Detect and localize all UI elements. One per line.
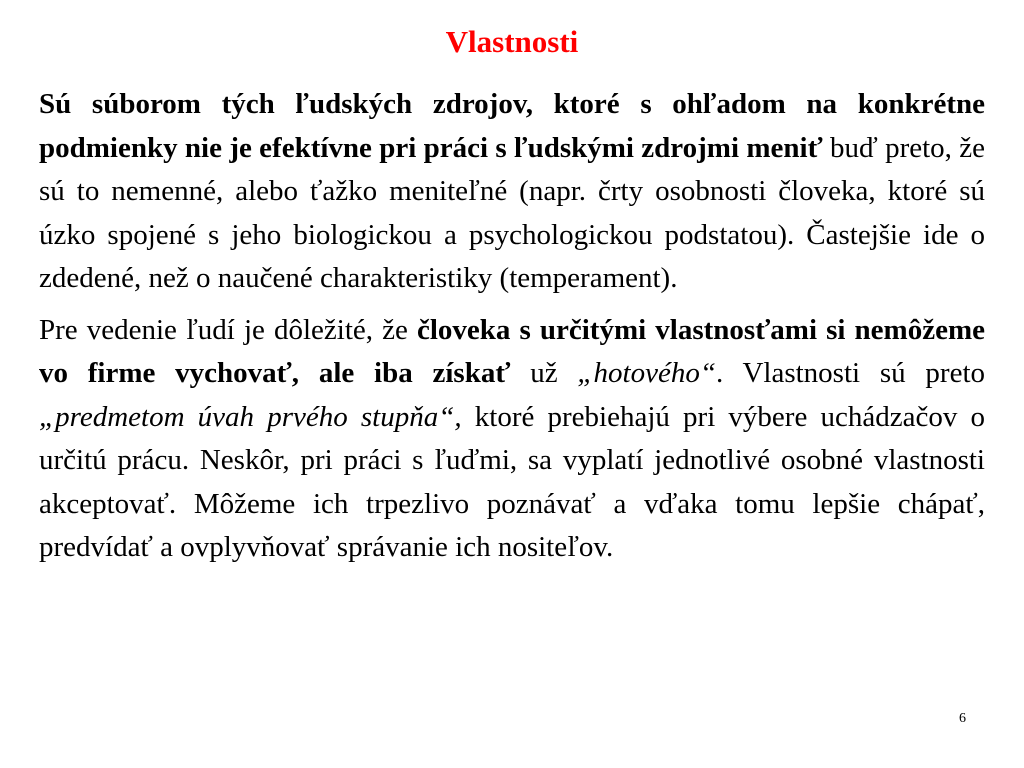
paragraph-2-italic-a: „hotového“	[577, 357, 716, 389]
paragraph-2-text-b: . Vlastnosti sú preto	[715, 357, 986, 389]
slide-title: Vlastnosti	[445, 24, 579, 59]
paragraph-2-text-c: ktoré prebiehajú pri výbere uchádzačov o určitú prácu. Neskôr, pri práci s ľuďmi, sa vyplatí jednotlivé osobné vlastnosti akceptovať. Môžeme ich trpezlivo poznávať a vďaka tomu lepšie chápať, predvídať a ovplyvňovať správanie ich nositeľov.	[39, 400, 985, 563]
paragraph-2-text-a: už	[510, 357, 578, 389]
page-number: 6	[959, 711, 966, 726]
paragraph-1-bold-lead: Sú súborom tých ľudských zdrojov, ktoré s ohľadom na konkrétne podmienky nie je efektívne pri práci s ľudskými zdrojmi meniť	[39, 88, 985, 164]
paragraph-2-italic-b: „predmetom úvah prvého stupňa“,	[39, 400, 462, 433]
paragraph-1-rest: buď preto, že sú to nemenné, alebo ťažko meniteľné (napr. črty osobnosti človeka, ktoré sú úzko spojené s jeho biologickou a psychologickou podstatou). Častejšie ide o zdedené, než o naučené charakteristiky (temperament).	[39, 131, 985, 294]
paragraph-leadership-importance	[39, 309, 985, 570]
paragraph-properties-definition	[39, 83, 985, 301]
paragraph-2-bold-part: človeka s určitými vlastnosťami si nemôžeme vo firme vychovať, ale iba získať	[39, 313, 985, 389]
slide-body	[39, 83, 985, 570]
paragraph-2-intro: Pre vedenie ľudí je dôležité, že	[39, 313, 417, 346]
